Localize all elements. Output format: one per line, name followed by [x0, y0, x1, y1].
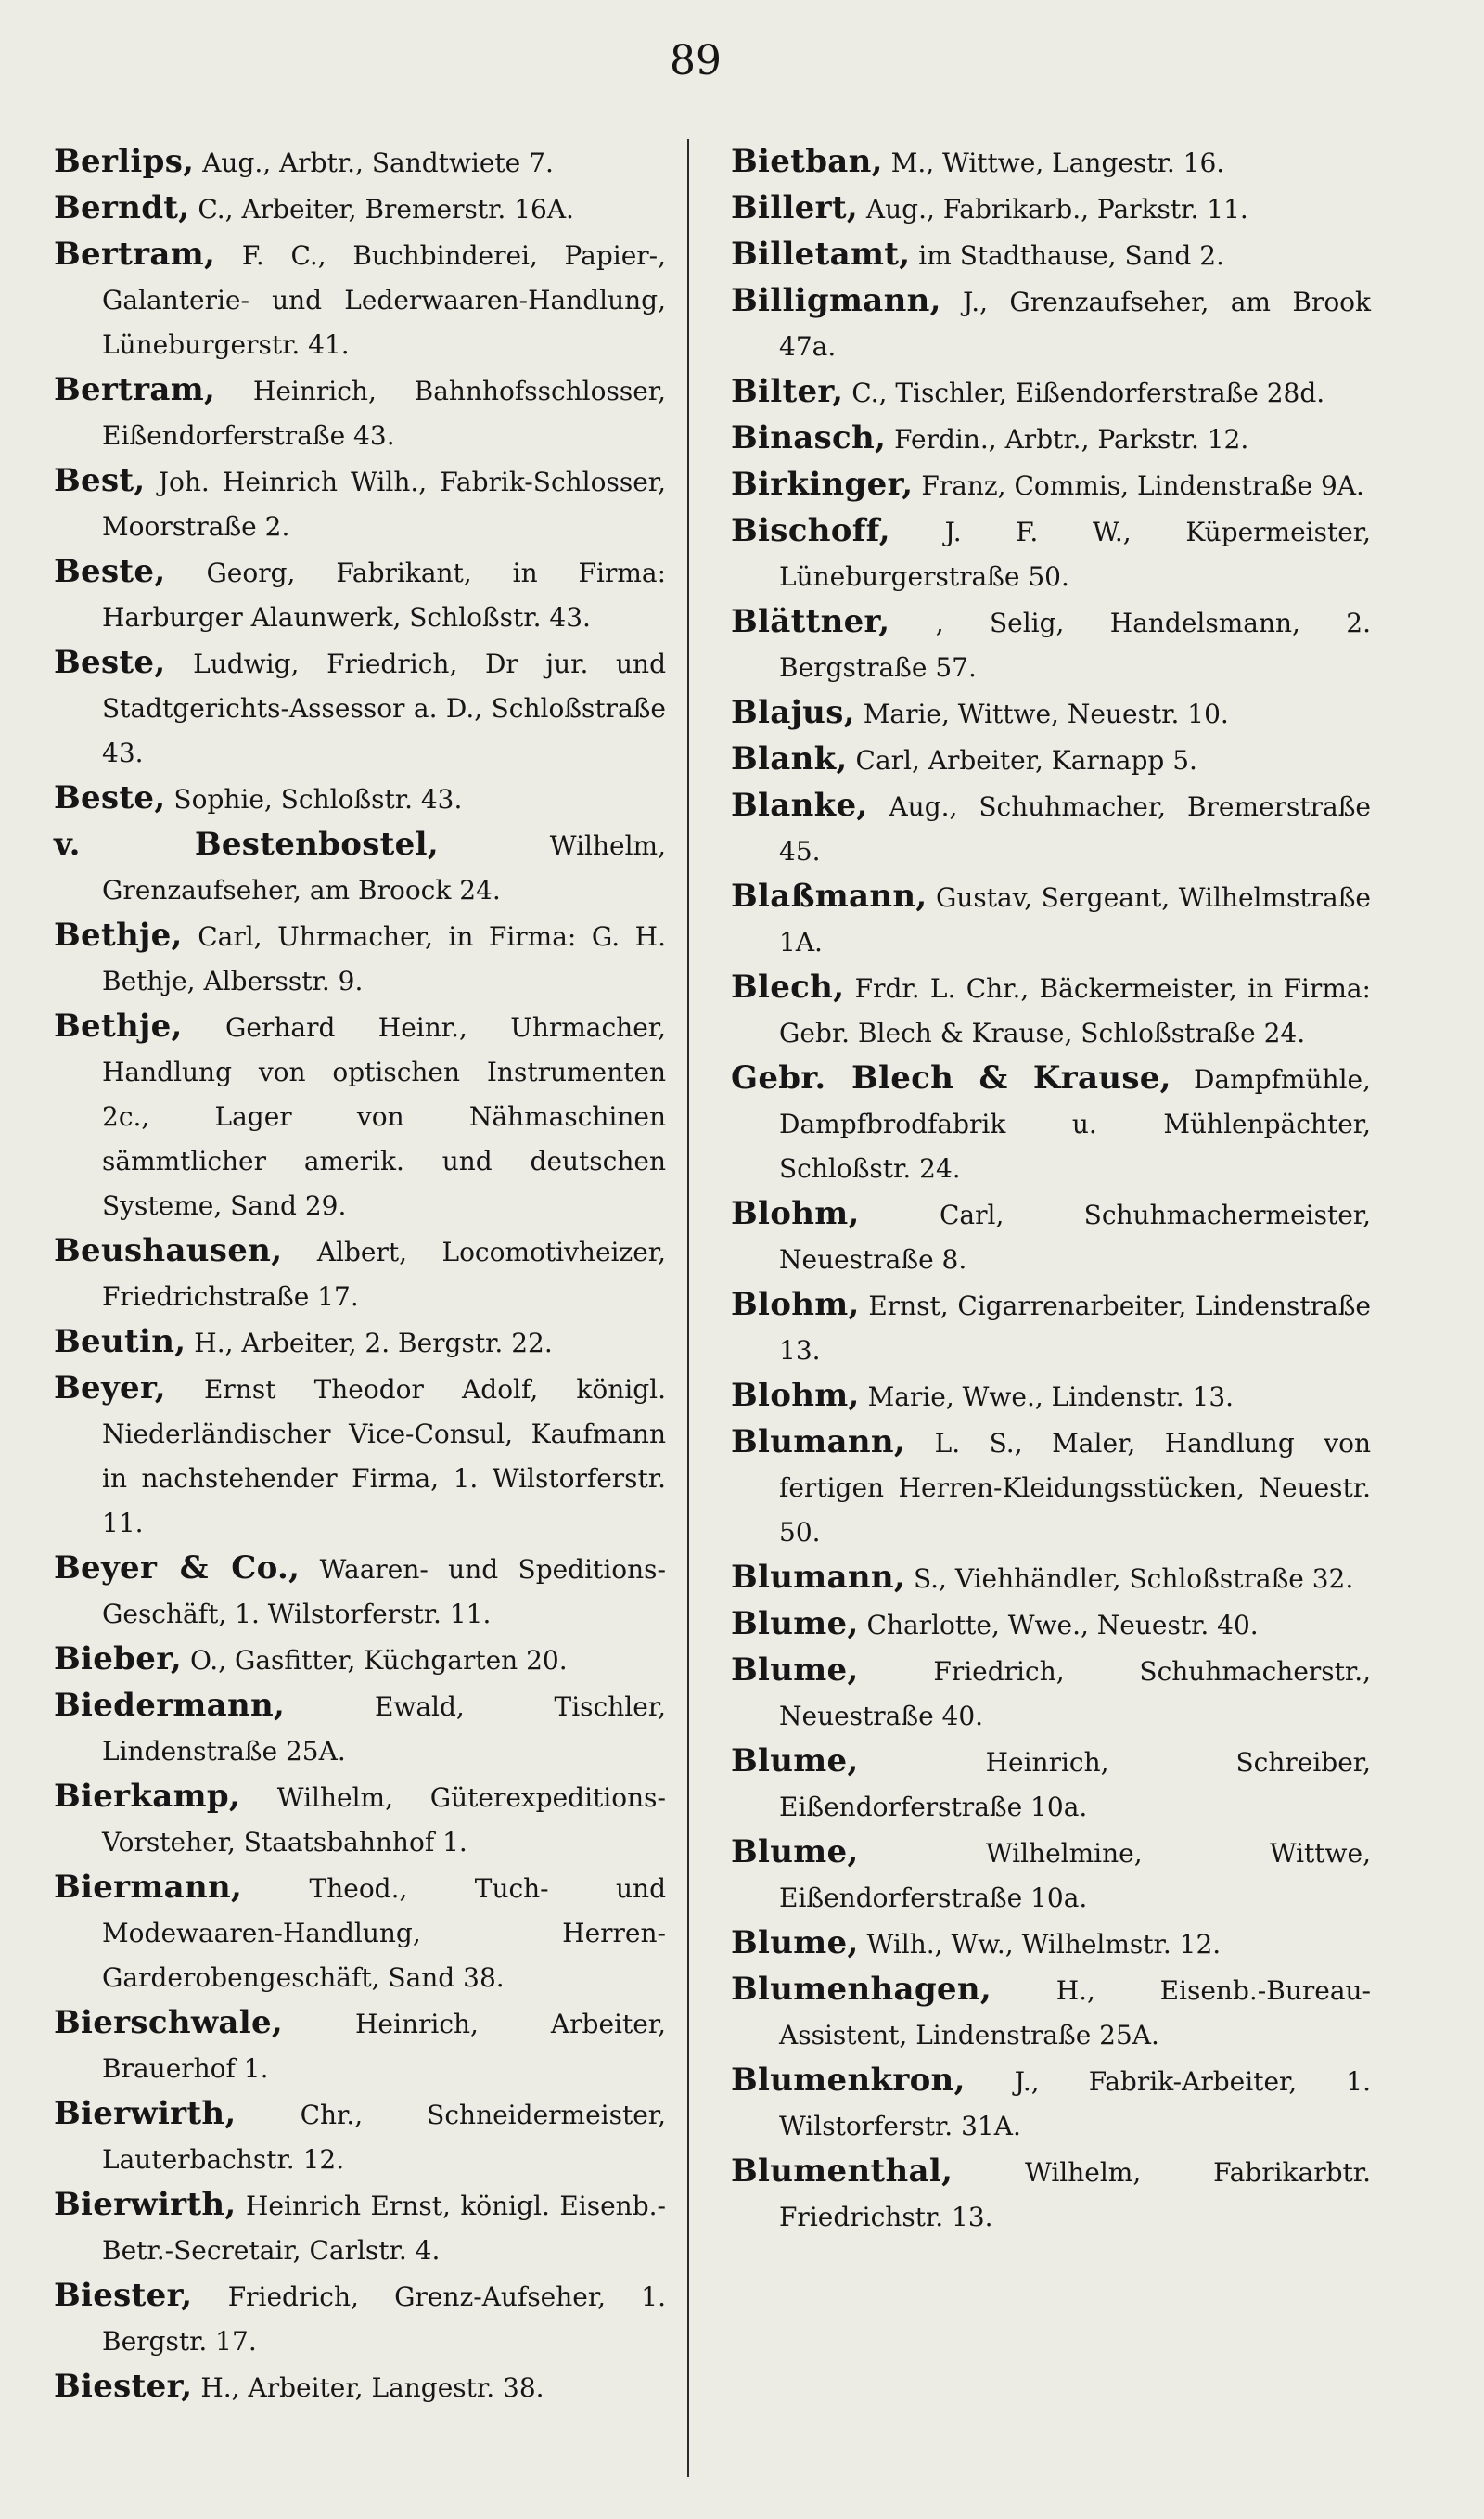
entry-details: Theod., Tuch- und Modewaaren-Handlung, Herren-Garderobengeschäft, Sand 38.	[102, 1873, 666, 1993]
entry-name: Biester,	[54, 2368, 193, 2405]
directory-entry	[731, 874, 1371, 965]
entry-details: Wilh., Ww., Wilhelmstr. 12.	[866, 1929, 1222, 1960]
directory-entry	[731, 186, 1371, 232]
directory-entry	[731, 1282, 1371, 1373]
directory-entry	[731, 462, 1371, 508]
directory-entry	[54, 2273, 666, 2364]
entry-name: Biester,	[54, 2277, 193, 2314]
entry-details: Heinrich, Bahnhofsschlosser, Eißendorferstraße 43.	[102, 376, 666, 451]
entry-name: Blech,	[731, 969, 845, 1006]
directory-entry	[731, 1967, 1371, 2058]
entry-details: Heinrich, Schreiber, Eißendorferstraße 10a.	[779, 1747, 1371, 1822]
entry-details: Marie, Wittwe, Neuestr. 10.	[863, 699, 1229, 729]
entry-details: Marie, Wwe., Lindenstr. 13.	[867, 1382, 1235, 1412]
directory-entry	[54, 776, 666, 822]
directory-entry	[54, 1865, 666, 2000]
directory-entry	[54, 822, 666, 913]
directory-entry	[731, 1601, 1371, 1648]
entry-name: Blumenhagen,	[731, 1971, 992, 2008]
entry-name: Blumenkron,	[731, 2062, 966, 2099]
entry-details: Gustav, Sergeant, Wilhelmstraße 1A.	[779, 882, 1371, 957]
directory-entry	[54, 1228, 666, 1319]
entry-details: Charlotte, Wwe., Neuestr. 40.	[866, 1610, 1259, 1640]
directory-entry	[731, 1373, 1371, 1420]
entry-name: Beste,	[54, 644, 166, 681]
directory-entry	[731, 232, 1371, 278]
entry-name: Blohm,	[731, 1195, 860, 1232]
entry-name: Beutin,	[54, 1323, 186, 1360]
entry-name: Bierwirth,	[54, 2186, 237, 2223]
entry-details: Dampfmühle, Dampfbrodfabrik u. Mühlenpächter, Schloßstr. 24.	[779, 1064, 1371, 1184]
directory-entry	[54, 2182, 666, 2273]
entry-details: , Selig, Handelsmann, 2. Bergstraße 57.	[779, 608, 1371, 683]
entry-name: Beste,	[54, 553, 166, 590]
entry-name: Bierkamp,	[54, 1778, 241, 1815]
directory-entry	[731, 737, 1371, 783]
entry-details: Waaren- und Speditions-Geschäft, 1. Wilstorferstr. 11.	[102, 1554, 666, 1629]
entry-details: Sophie, Schloßstr. 43.	[173, 784, 463, 815]
entry-details: Carl, Uhrmacher, in Firma: G. H. Bethje, Albersstr. 9.	[102, 921, 666, 996]
entry-details: im Stadthause, Sand 2.	[918, 240, 1224, 271]
entry-name: Blaßmann,	[731, 878, 928, 915]
right-column	[731, 139, 1371, 2240]
entry-name: Blajus,	[731, 694, 855, 731]
entry-details: Ludwig, Friedrich, Dr jur. und Stadtgerichts-Assessor a. D., Schloßstraße 43.	[102, 649, 666, 768]
entry-name: Bethje,	[54, 917, 183, 954]
entry-name: Blume,	[731, 1833, 859, 1870]
entry-details: H., Eisenb.-Bureau-Assistent, Lindenstraße 25A.	[779, 1975, 1371, 2050]
entry-details: Aug., Fabrikarb., Parkstr. 11.	[865, 194, 1248, 225]
entry-details: J., Fabrik-Arbeiter, 1. Wilstorferstr. 31A.	[779, 2066, 1372, 2141]
directory-entry	[731, 1648, 1371, 1739]
entry-details: Carl, Schuhmachermeister, Neuestraße 8.	[779, 1200, 1371, 1275]
entry-details: F. C., Buchbinderei, Papier-, Galanterie- und Lederwaaren-Handlung, Lüneburgerstr. 41.	[102, 240, 667, 360]
entry-details: Heinrich, Arbeiter, Brauerhof 1.	[102, 2009, 666, 2084]
entry-name: Biermann,	[54, 1869, 243, 1906]
entry-name: Blumann,	[731, 1559, 906, 1596]
entry-name: Bethje,	[54, 1008, 183, 1045]
directory-entry	[54, 232, 666, 367]
directory-entry	[54, 1637, 666, 1683]
directory-entry	[731, 965, 1371, 1056]
entry-name: Blume,	[731, 1605, 859, 1642]
directory-entry	[731, 1420, 1371, 1555]
directory-entry	[54, 913, 666, 1004]
entry-details: M., Wittwe, Langestr. 16.	[890, 148, 1225, 178]
entry-details: Aug., Schuhmacher, Bremerstraße 45.	[779, 791, 1371, 867]
entry-details: H., Arbeiter, Langestr. 38.	[200, 2372, 544, 2403]
entry-details: J., Grenzaufseher, am Brook 47a.	[779, 287, 1371, 362]
entry-details: Friedrich, Grenz-Aufseher, 1. Bergstr. 17.	[102, 2281, 667, 2357]
directory-entry	[54, 2000, 666, 2091]
entry-details: Frdr. L. Chr., Bäckermeister, in Firma: Gebr. Blech & Krause, Schloßstraße 24.	[779, 973, 1371, 1048]
entry-details: J. F. W., Küpermeister, Lüneburgerstraße 50.	[779, 517, 1372, 592]
entry-name: Best,	[54, 462, 146, 499]
entry-details: C., Tischler, Eißendorferstraße 28d.	[851, 378, 1325, 408]
directory-entry	[731, 783, 1371, 874]
directory-entry	[731, 1739, 1371, 1830]
entry-name: Biedermann,	[54, 1687, 286, 1724]
entry-details: Chr., Schneidermeister, Lauterbachstr. 12.	[102, 2100, 666, 2175]
directory-entry	[54, 458, 666, 549]
entry-name: Blumann,	[731, 1423, 906, 1460]
entry-name: Bierwirth,	[54, 2095, 237, 2132]
entry-details: Wilhelm, Fabrikarbtr. Friedrichstr. 13.	[779, 2157, 1371, 2232]
entry-name: Blumenthal,	[731, 2153, 953, 2190]
entry-name: Blohm,	[731, 1286, 860, 1323]
entry-name: Beste,	[54, 779, 166, 816]
entry-details: Wilhelmine, Wittwe, Eißendorferstraße 10a.	[779, 1838, 1371, 1913]
directory-entry	[54, 640, 666, 776]
entry-details: Wilhelm, Güterexpeditions-Vorsteher, Staatsbahnhof 1.	[102, 1782, 666, 1857]
entry-name: Beyer,	[54, 1369, 166, 1407]
directory-entry	[731, 599, 1371, 690]
left-column	[54, 139, 666, 2410]
entry-name: Bietban,	[731, 143, 883, 180]
entry-name: Birkinger,	[731, 466, 914, 503]
directory-entry	[731, 1830, 1371, 1921]
entry-name: Bischoff,	[731, 512, 890, 549]
entry-name: Bieber,	[54, 1640, 183, 1677]
entry-name: Blume,	[731, 1742, 859, 1780]
entry-details: Ernst Theodor Adolf, königl. Niederländischer Vice-Consul, Kaufmann in nachstehender Firma, 1. Wilstorferstr. 11.	[102, 1374, 666, 1538]
directory-entry	[54, 1004, 666, 1228]
entry-name: Blättner,	[731, 603, 890, 640]
entry-name: Blume,	[731, 1924, 859, 1961]
directory-entry	[731, 1555, 1371, 1601]
entry-details: Joh. Heinrich Wilh., Fabrik-Schlosser, Moorstraße 2.	[102, 467, 666, 542]
entry-details: Ernst, Cigarrenarbeiter, Lindenstraße 13.	[779, 1291, 1371, 1366]
entry-details: Friedrich, Schuhmacherstr., Neuestraße 40.	[779, 1656, 1371, 1731]
entry-name: Bierschwale,	[54, 2004, 284, 2041]
entry-details: Albert, Locomotivheizer, Friedrichstraße 17.	[102, 1237, 666, 1312]
column-divider	[687, 139, 689, 2477]
directory-entry	[731, 416, 1371, 462]
entry-details: S., Viehhändler, Schloßstraße 32.	[913, 1563, 1354, 1594]
directory-entry	[54, 1683, 666, 1774]
directory-entry	[731, 508, 1371, 599]
directory-entry	[54, 186, 666, 232]
entry-details: L. S., Maler, Handlung von fertigen Herren-Kleidungsstücken, Neuestr. 50.	[779, 1428, 1371, 1548]
entry-name: Blohm,	[731, 1377, 860, 1414]
directory-entry	[731, 2149, 1371, 2240]
entry-details: H., Arbeiter, 2. Bergstr. 22.	[194, 1328, 553, 1358]
entry-details: O., Gasfitter, Küchgarten 20.	[189, 1645, 568, 1676]
entry-details: Gerhard Heinr., Uhrmacher, Handlung von optischen Instrumenten 2c., Lager von Nähmaschinen sämmtlicher amerik. und deutschen Systeme, Sand 29.	[102, 1012, 666, 1221]
entry-name: Blume,	[731, 1651, 859, 1689]
entry-details: C., Arbeiter, Bremerstr. 16A.	[198, 194, 574, 225]
directory-entry	[731, 139, 1371, 186]
entry-details: Franz, Commis, Lindenstraße 9A.	[921, 470, 1364, 501]
entry-name: v. Bestenbostel,	[54, 826, 439, 863]
directory-entry	[54, 1319, 666, 1366]
entry-details: Wilhelm, Grenzaufseher, am Broock 24.	[102, 830, 666, 906]
directory-entry	[731, 1921, 1371, 1967]
entry-details: Ferdin., Arbtr., Parkstr. 12.	[894, 424, 1249, 455]
entry-name: Beushausen,	[54, 1232, 283, 1269]
directory-entry	[731, 2058, 1371, 2149]
page-number: 89	[670, 37, 722, 84]
directory-entry	[731, 1056, 1371, 1191]
entry-details: Ewald, Tischler, Lindenstraße 25A.	[102, 1691, 667, 1767]
entry-details: Carl, Arbeiter, Karnapp 5.	[855, 745, 1197, 776]
directory-entry	[54, 1546, 666, 1637]
directory-entry	[54, 2364, 666, 2410]
entry-details: Heinrich Ernst, königl. Eisenb.-Betr.-Secretair, Carlstr. 4.	[102, 2191, 666, 2266]
entry-name: Berndt,	[54, 189, 190, 226]
entry-name: Billert,	[731, 189, 858, 226]
directory-entry	[54, 549, 666, 640]
directory-entry	[54, 139, 666, 186]
entry-name: Bertram,	[54, 371, 216, 408]
entry-details: Aug., Arbtr., Sandtwiete 7.	[202, 148, 554, 178]
entry-name: Billetamt,	[731, 236, 911, 273]
entry-name: Bertram,	[54, 236, 216, 273]
entry-name: Gebr. Blech & Krause,	[731, 1060, 1171, 1097]
entry-name: Berlips,	[54, 143, 195, 180]
entry-name: Billigmann,	[731, 282, 941, 319]
directory-entry	[54, 367, 666, 458]
entry-name: Beyer & Co.,	[54, 1549, 301, 1587]
directory-entry	[731, 278, 1371, 369]
directory-entry	[54, 1774, 666, 1865]
directory-entry	[54, 2091, 666, 2182]
entry-name: Bilter,	[731, 373, 844, 410]
entry-name: Binasch,	[731, 419, 887, 456]
entry-name: Blanke,	[731, 787, 868, 824]
directory-entry	[731, 369, 1371, 416]
directory-entry	[731, 690, 1371, 737]
entry-name: Blank,	[731, 740, 848, 778]
directory-entry	[731, 1191, 1371, 1282]
entry-details: Georg, Fabrikant, in Firma: Harburger Alaunwerk, Schloßstr. 43.	[102, 558, 666, 633]
directory-entry	[54, 1366, 666, 1546]
